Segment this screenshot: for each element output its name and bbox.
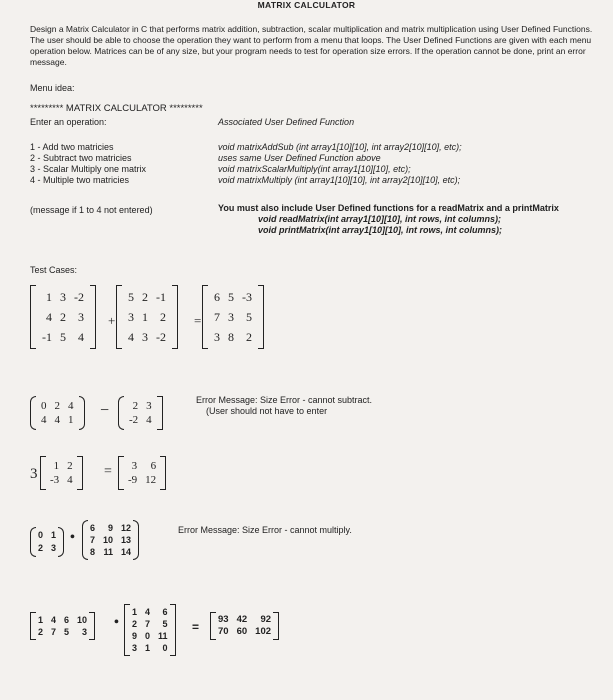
matrix-cell: 5 [128, 290, 134, 304]
matrix-cell: 0 [41, 400, 47, 412]
matrix-bracket [172, 285, 178, 349]
matrix-bracket [170, 604, 176, 656]
matrix-cell: 2 [246, 330, 252, 344]
matrix-bracket [90, 285, 96, 349]
matrix-cell: 2 [132, 400, 139, 412]
matrix-cell: 42 [236, 614, 248, 625]
case4-matrix-a [30, 527, 64, 557]
matrix-cell: 3 [60, 290, 66, 304]
function-3: void matrixScalarMultiply(int array1[10][10], etc); [218, 164, 411, 174]
menu-idea-label: Menu idea: [30, 83, 75, 93]
case3-matrix [40, 456, 83, 490]
matrix-cell: -3 [50, 474, 60, 486]
matrix-bracket [82, 520, 88, 560]
matrix-cell: 102 [255, 626, 272, 637]
matrix-cell: 4 [67, 474, 73, 486]
matrix-cell: 5 [246, 310, 252, 324]
matrix-cell: 11 [158, 631, 168, 641]
matrix-cell: -2 [129, 414, 139, 426]
matrix-cell: 4 [54, 414, 60, 426]
matrix-cell: 2 [67, 460, 73, 472]
matrix-cell: 12 [121, 523, 132, 533]
case1-result [202, 285, 264, 349]
matrix-cell: 4 [128, 330, 134, 344]
matrix-cell: 9 [132, 631, 138, 641]
matrix-cell: -9 [128, 474, 138, 486]
case1-matrix-b [116, 285, 178, 349]
case3-scalar: 3 [30, 466, 38, 482]
doc-title: MATRIX CALCULATOR [257, 0, 356, 10]
case3-equals: = [104, 464, 112, 479]
case1-equals: = [194, 313, 202, 328]
matrix-bracket [89, 612, 95, 640]
menu-header: ********* MATRIX CALCULATOR ********* [30, 103, 203, 114]
matrix-cell: 3 [78, 310, 84, 324]
matrix-cell: 4 [41, 414, 47, 426]
matrix-bracket [30, 527, 36, 557]
case5-matrix-b [124, 604, 176, 656]
matrix-bracket [30, 285, 36, 349]
matrix-cell: 60 [236, 626, 248, 637]
matrix-bracket [118, 456, 124, 490]
menu-item-2: 2 - Subtract two matricies [30, 153, 132, 163]
matrix-cell: 4 [145, 607, 151, 617]
udf-header: Associated User Defined Function [218, 117, 355, 127]
matrix-bracket [258, 285, 264, 349]
matrix-cell: -2 [74, 290, 84, 304]
matrix-cell: 6 [90, 523, 96, 533]
matrix-bracket [40, 456, 46, 490]
case4-error: Error Message: Size Error - cannot multiply. [178, 525, 352, 535]
matrix-cell: 3 [82, 627, 88, 637]
include-note: You must also include User Defined functions for a readMatrix and a printMatrix [218, 203, 559, 213]
description: Design a Matrix Calculator in C that performs matrix addition, subtraction, scalar multiplication and matrix multiplication using User Defined Functions. The user should be able to choose the operation they want to perform from a menu that loops. The User Defined Functions are given with each menu operation below. Matrices can be of any size, but your program needs to test for operation size errors. If the operation cannot be done, print an error message. [30, 24, 593, 67]
test-cases-label: Test Cases: [30, 265, 78, 275]
matrix-cell: 3 [142, 330, 148, 344]
matrix-cell: 2 [60, 310, 66, 324]
matrix-cell: 92 [260, 614, 272, 625]
matrix-cell: 3 [128, 310, 134, 324]
case1-matrix-a [30, 285, 96, 349]
matrix-cell: 1 [38, 615, 44, 625]
matrix-cell: 8 [90, 547, 96, 557]
invalid-message: (message if 1 to 4 not entered) [30, 205, 153, 215]
matrix-cell: 7 [214, 310, 220, 324]
matrix-cell: 5 [60, 330, 66, 344]
matrix-cell: 7 [51, 627, 57, 637]
matrix-cell: 4 [68, 400, 74, 412]
enter-operation: Enter an operation: [30, 117, 107, 127]
matrix-cell: 3 [228, 310, 234, 324]
menu-item-1: 1 - Add two matricies [30, 142, 114, 152]
case1-plus: + [108, 313, 116, 328]
case5-matrix-a [30, 612, 95, 640]
matrix-cell: 4 [51, 615, 57, 625]
matrix-cell: 11 [103, 547, 114, 557]
matrix-cell: 2 [38, 627, 44, 637]
matrix-cell: 4 [46, 310, 52, 324]
matrix-bracket [30, 396, 36, 430]
matrix-bracket [79, 396, 85, 430]
matrix-bracket [77, 456, 83, 490]
matrix-bracket [160, 456, 166, 490]
case5-equals: = [192, 620, 200, 634]
matrix-cell: 1 [145, 643, 151, 653]
matrix-bracket [58, 527, 64, 557]
matrix-cell: -2 [156, 330, 166, 344]
matrix-cell: 1 [142, 310, 148, 324]
menu-item-3: 3 - Scalar Multiply one matrix [30, 164, 147, 174]
case4-dot: • [70, 530, 75, 545]
matrix-bracket [202, 285, 208, 349]
matrix-cell: 2 [38, 543, 44, 553]
matrix-bracket [133, 520, 139, 560]
matrix-cell: 4 [146, 414, 152, 426]
matrix-cell: 0 [145, 631, 151, 641]
case3-result [118, 456, 166, 490]
matrix-cell: 4 [78, 330, 84, 344]
case2-note: (User should not have to enter [206, 406, 328, 416]
matrix-bracket [124, 604, 130, 656]
matrix-cell: 1 [46, 290, 52, 304]
case5-result [210, 612, 279, 640]
matrix-cell: 6 [214, 290, 220, 304]
matrix-cell: 1 [53, 460, 60, 472]
matrix-cell: 2 [142, 290, 148, 304]
matrix-cell: 13 [121, 535, 132, 545]
matrix-cell: 93 [218, 614, 229, 625]
matrix-cell: 3 [131, 460, 138, 472]
case4-matrix-b [82, 520, 139, 560]
matrix-cell: 0 [162, 643, 168, 653]
matrix-cell: 5 [64, 627, 70, 637]
read-matrix-function: void readMatrix(int array1[10][10], int rows, int columns); [258, 214, 502, 224]
case2-matrix-a [30, 396, 85, 430]
matrix-bracket [157, 396, 163, 430]
case2-error: Error Message: Size Error - cannot subtract. [196, 395, 373, 405]
matrix-cell: 5 [228, 290, 234, 304]
matrix-bracket [273, 612, 279, 640]
matrix-cell: 9 [108, 523, 114, 533]
matrix-cell: 70 [218, 626, 229, 637]
menu-item-4: 4 - Multiple two matricies [30, 175, 130, 185]
matrix-cell: 14 [121, 547, 132, 557]
matrix-cell: 7 [145, 619, 151, 629]
matrix-cell: -1 [156, 290, 166, 304]
matrix-cell: 6 [162, 607, 168, 617]
matrix-cell: 2 [132, 619, 138, 629]
matrix-cell: 1 [68, 414, 74, 426]
function-4: void matrixMultiply (int array1[10][10], int array2[10][10], etc); [218, 175, 461, 185]
matrix-cell: 8 [228, 330, 234, 344]
matrix-cell: -3 [242, 290, 252, 304]
matrix-cell: 2 [160, 310, 166, 324]
matrix-bracket [118, 396, 124, 430]
matrix-cell: -1 [42, 330, 52, 344]
matrix-bracket [30, 612, 36, 640]
matrix-cell: 3 [132, 643, 138, 653]
matrix-cell: 3 [51, 543, 57, 553]
matrix-cell: 10 [103, 535, 114, 545]
matrix-cell: 7 [90, 535, 96, 545]
matrix-cell: 2 [54, 400, 60, 412]
matrix-cell: 6 [150, 460, 157, 472]
print-matrix-function: void printMatrix(int array1[10][10], int rows, int columns); [258, 225, 503, 235]
case2-minus: − [100, 402, 110, 419]
matrix-cell: 12 [145, 474, 157, 486]
matrix-bracket [210, 612, 216, 640]
case5-dot: • [114, 615, 119, 630]
matrix-cell: 3 [146, 400, 152, 412]
function-2: uses same User Defined Function above [218, 153, 381, 163]
matrix-bracket [116, 285, 122, 349]
matrix-cell: 5 [162, 619, 168, 629]
matrix-cell: 3 [214, 330, 220, 344]
case2-matrix-b [118, 396, 163, 430]
matrix-cell: 6 [64, 615, 70, 625]
matrix-cell: 1 [51, 530, 57, 540]
matrix-cell: 0 [38, 530, 44, 540]
function-1: void matrixAddSub (int array1[10][10], int array2[10][10], etc); [218, 142, 462, 152]
matrix-cell: 1 [132, 607, 138, 617]
matrix-cell: 10 [77, 615, 88, 625]
